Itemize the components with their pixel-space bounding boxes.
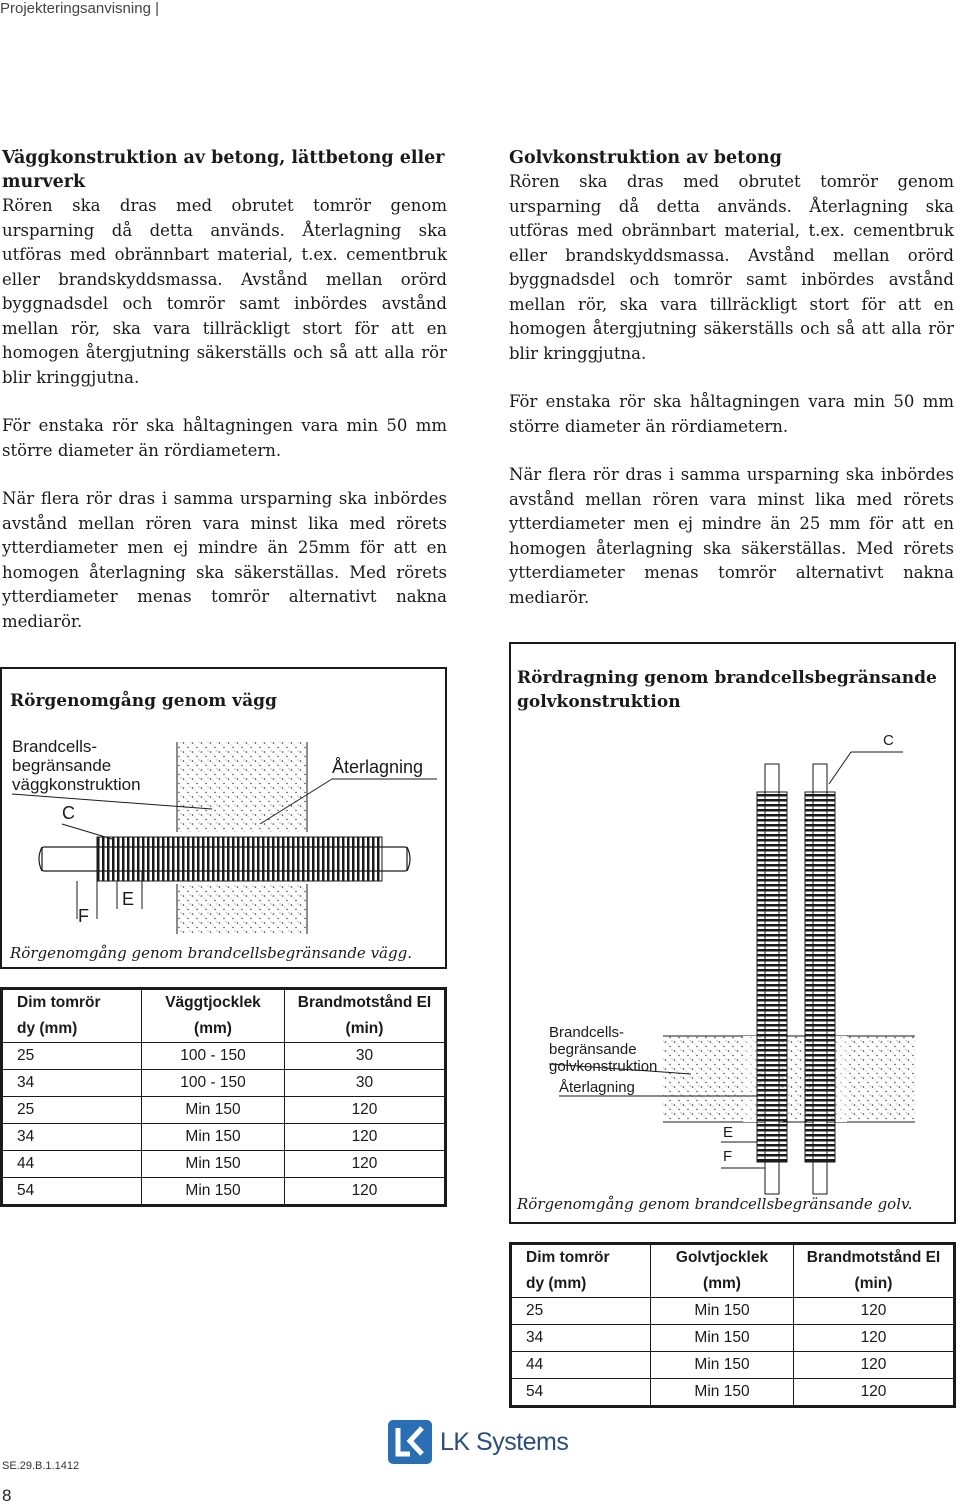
wall-table-frame <box>0 987 447 1207</box>
table-row: 34 Min 150 120 <box>3 1124 445 1151</box>
table-row: 34 Min 150 120 <box>512 1325 954 1352</box>
c-label: C <box>62 803 75 823</box>
right-paragraph-1: Rören ska dras med obrutet tomrör genom ursparning då detta används. Återlagning ska utföras med obrännbart material, t.ex. cementbruk eller brandskyddsmassa. Avstånd mellan orörd byggnadsdel och tomrör samt inbördes avstånd mellan rör, ska vara tillräckligt stort för att en homogen återgjutning säkerställs och så att alla rör blir kringgjutna. <box>509 172 954 363</box>
left-paragraph-2: För enstaka rör ska håltagningen vara min 50 mm större diameter än rördiametern. <box>2 416 447 460</box>
left-paragraph-3: När flera rör dras i samma ursparning ska inbördes avstånd mellan rören vara minst lika med rörets ytterdiameter men ej mindre än 25mm för att en homogen återlagning ska säkerställas. Med rörets ytterdiameter menas tomrör alternativt nakna mediarör. <box>2 489 447 631</box>
table-row: 54 Min 150 120 <box>3 1178 445 1205</box>
floor-e-label: E <box>723 1124 734 1141</box>
floor-label: Brandcells- begränsande golvkonstruktion <box>549 1024 658 1075</box>
floor-figure-title: Rördragning genom brandcellsbegränsande golvkonstruktion <box>517 668 937 712</box>
wall-label: Brandcells- begränsande väggkonstruktion <box>12 737 141 794</box>
right-paragraph-3: När flera rör dras i samma ursparning ska inbördes avstånd mellan rören vara minst lika med rörets ytterdiameter men ej mindre än 25 mm för att en homogen återlagning ska säkerställas. Med rörets ytterdiameter menas tomrör alternativt nakna mediarör. <box>509 465 954 607</box>
table-row: 44 Min 150 120 <box>3 1151 445 1178</box>
table-row: 25 100 - 150 30 <box>3 1043 445 1070</box>
lk-logo-icon <box>388 1420 432 1464</box>
table-row: 44 Min 150 120 <box>512 1352 954 1379</box>
left-column <box>2 146 447 634</box>
e-label: E <box>122 889 135 909</box>
wall-figure-title: Rörgenomgång genom vägg <box>10 691 277 711</box>
document-code: SE.29.B.1.1412 <box>2 1460 80 1472</box>
conduit-right <box>805 792 835 1162</box>
floor-table: Dim tomrör Golvtjocklek Brandmotstånd EI dy (mm) (mm) (min) 25 Min 150 120 34 Min 150 120 44 Min 150 120 54 Min 150 120 <box>511 1244 954 1406</box>
company-logo <box>388 1420 568 1464</box>
right-heading: Golvkonstruktion av betong <box>509 148 782 168</box>
floor-f-label: F <box>723 1148 733 1165</box>
table-row: 54 Min 150 120 <box>512 1379 954 1406</box>
left-heading: Väggkonstruktion av betong, lättbetong eller murverk <box>2 148 445 192</box>
floor-refill-label: Återlagning <box>559 1079 635 1096</box>
floor-figure-box <box>509 642 956 1224</box>
logo-text: LK Systems <box>440 1427 569 1456</box>
conduit-left <box>757 792 787 1162</box>
right-paragraph-2: För enstaka rör ska håltagningen vara min 50 mm större diameter än rördiametern. <box>509 392 954 436</box>
table-row: 25 Min 150 120 <box>3 1097 445 1124</box>
wall-table: Dim tomrör Väggtjocklek Brandmotstånd EI dy (mm) (mm) (min) 25 100 - 150 30 34 100 - 150 30 25 Min 150 120 34 Min 150 120 44 Min 150 120 54 Min 150 120 <box>2 989 445 1205</box>
wall-caption: Rörgenomgång genom brandcellsbegränsande vägg. <box>10 944 412 962</box>
left-paragraph-1: Rören ska dras med obrutet tomrör genom ursparning då detta används. Återlagning ska utföras med obrännbart material, t.ex. cementbruk eller brandskyddsmassa. Avstånd mellan orörd byggnadsdel och tomrör samt inbördes avstånd mellan rör, ska vara tillräckligt stort för att en homogen återgjutning säkerställs och så att alla rör blir kringgjutna. <box>2 196 447 387</box>
corrugated-conduit <box>97 837 382 881</box>
refill-label: Återlagning <box>332 757 424 777</box>
floor-table-frame <box>509 1242 956 1408</box>
running-header: Projekteringsanvisning | <box>0 0 159 17</box>
wall-upper <box>177 742 307 832</box>
wall-figure-box <box>0 667 447 969</box>
floor-slab <box>663 1036 915 1122</box>
table-row: 25 Min 150 120 <box>512 1298 954 1325</box>
page-number: 8 <box>2 1486 12 1505</box>
floor-caption: Rörgenomgång genom brandcellsbegränsande golv. <box>517 1195 913 1213</box>
floor-c-label: C <box>883 732 894 749</box>
table-row: 34 100 - 150 30 <box>3 1070 445 1097</box>
f-label: F <box>78 906 89 926</box>
wall-lower <box>177 884 307 934</box>
right-column <box>509 146 954 610</box>
